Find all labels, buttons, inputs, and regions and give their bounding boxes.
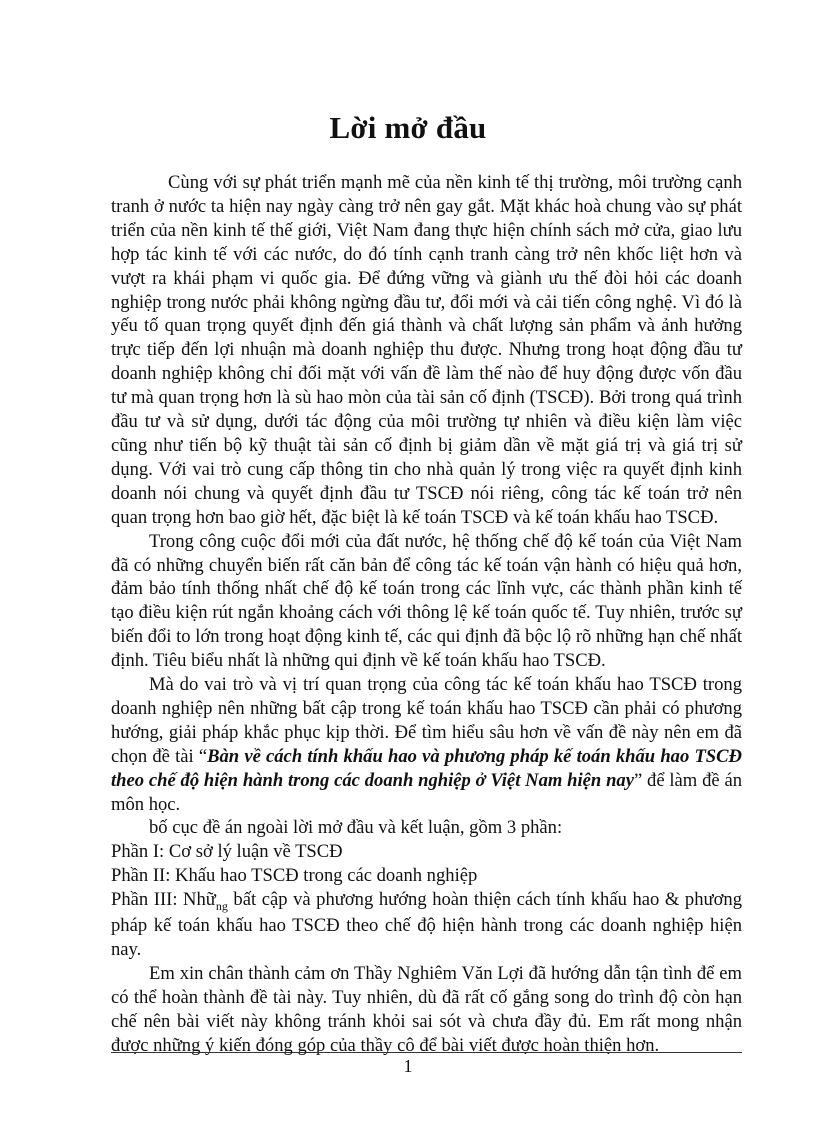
part-1: Phần I: Cơ sở lý luận về TSCĐ (111, 841, 343, 863)
part-3-subscript: ng (215, 899, 228, 914)
document-body (111, 171, 742, 1058)
paragraph-thanks: Em xin chân thành cảm ơn Thầy Nghiêm Văn Lợi đã hướng dẫn tận tình để em có thể hoàn thành đề tài này. Tuy nhiên, dù đã rất cố gắng song do trình độ còn hạn chế nên bài viết này không tránh khỏi sai sót và chưa đầy đủ. Em rất mong nhận được những ý kiến đóng góp của thầy cô để bài viết được hoàn thiện hơn. (111, 962, 742, 1056)
paragraph-topic (111, 673, 742, 816)
part-3-rest: bất cập và phương hướng hoàn thiện cách tính khấu hao & phương pháp kế toán khấu hao TSCĐ theo chế độ hiện hành trong các doanh nghiệp hiện nay. (111, 889, 742, 960)
part-2: Phần II: Khấu hao TSCĐ trong các doanh nghiệp (111, 865, 478, 887)
paragraph-topic-after: ” để làm đề án môn học. (111, 769, 742, 815)
page-title: Lời mở đầu (329, 110, 487, 145)
footer-divider (111, 1052, 742, 1053)
paragraph-intro: Cùng với sự phát triển mạnh mẽ của nền kinh tế thị trường, môi trường cạnh tranh ở nước ta hiện nay ngày càng trở nên gay gắt. Mặt khác hoà chung vào sự phát triển của nền kinh tế thế giới, Việt Nam đang thực hiện chính sách mở cửa, giao lưu hợp tác kinh tế với các nước, do đó tính cạnh tranh càng trở nên khốc liệt hơn và vượt ra khái phạm vi quốc gia. Để đứng vững và giành ưu thế đòi hỏi các doanh nghiệp trong nước phải không ngừng đầu tư, đổi mới và cải tiến công nghệ. Vì đó là yếu tố quan trọng quyết định đến giá thành và chất lượng sản phẩm và ảnh hưởng trực tiếp đến lợi nhuận mà doanh nghiệp thu được. Nhưng trong hoạt động đầu tư doanh nghiệp không chỉ đối mặt với vấn đề làm thế nào để huy động được vốn đầu tư mà quan trọng hơn là sù hao mòn của tài sản cố định (TSCĐ). Bởi trong quá trình đầu tư và sử dụng, dưới tác động của môi trường tự nhiên và điều kiện làm việc cũng như tiến bộ kỹ thuật tài sản cố định bị giảm dần về mặt giá trị và giá trị sử dụng. Với vai trò cung cấp thông tin cho nhà quản lý trong việc ra quyết định kinh doanh nói chung và quyết định đầu tư TSCĐ nói riêng, công tác kế toán trở nên quan trọng hơn bao giờ hết, đặc biệt là kế toán TSCĐ và kế toán khấu hao TSCĐ. (111, 172, 742, 528)
part-3 (111, 888, 742, 962)
paragraph-accounting-reform: Trong công cuộc đổi mới của đất nước, hệ thống chế độ kế toán của Việt Nam đã có những chuyển biến rất căn bản để công tác kế toán vận hành có hiệu quả hơn, đảm bảo tính thống nhất chế độ kế toán trong các lĩnh vực, các thành phần kinh tế tạo điều kiện rút ngắn khoảng cách với thông lệ kế toán quốc tế. Tuy nhiên, trước sự biến đổi to lớn trong hoạt động kinh tế, các qui định đã bộc lộ rõ những hạn chế nhất định. Tiêu biểu nhất là những qui định về kế toán khấu hao TSCĐ. (111, 530, 742, 672)
paragraph-structure: bố cục đề án ngoài lời mở đầu và kết luận, gồm 3 phần: (149, 817, 563, 839)
topic-title: Bàn về cách tính khấu hao và phương pháp kế toán khấu hao TSCĐ theo chế độ hiện hành trong các doanh nghiệp ở Việt Nam hiện nay (111, 745, 742, 791)
part-3-start: Phần III: Nhữ (111, 889, 216, 911)
paragraph-topic-before: Mà do vai trò và vị trí quan trọng của công tác kế toán khấu hao TSCĐ trong doanh nghiệp nên những bất cập trong kế toán khấu hao TSCĐ cần phải có phương hướng, giải pháp khắc phục kịp thời. Để tìm hiểu sâu hơn về vấn đề này nên em đã chọn đề tài “ (111, 674, 742, 767)
page-number: 1 (403, 1056, 413, 1076)
